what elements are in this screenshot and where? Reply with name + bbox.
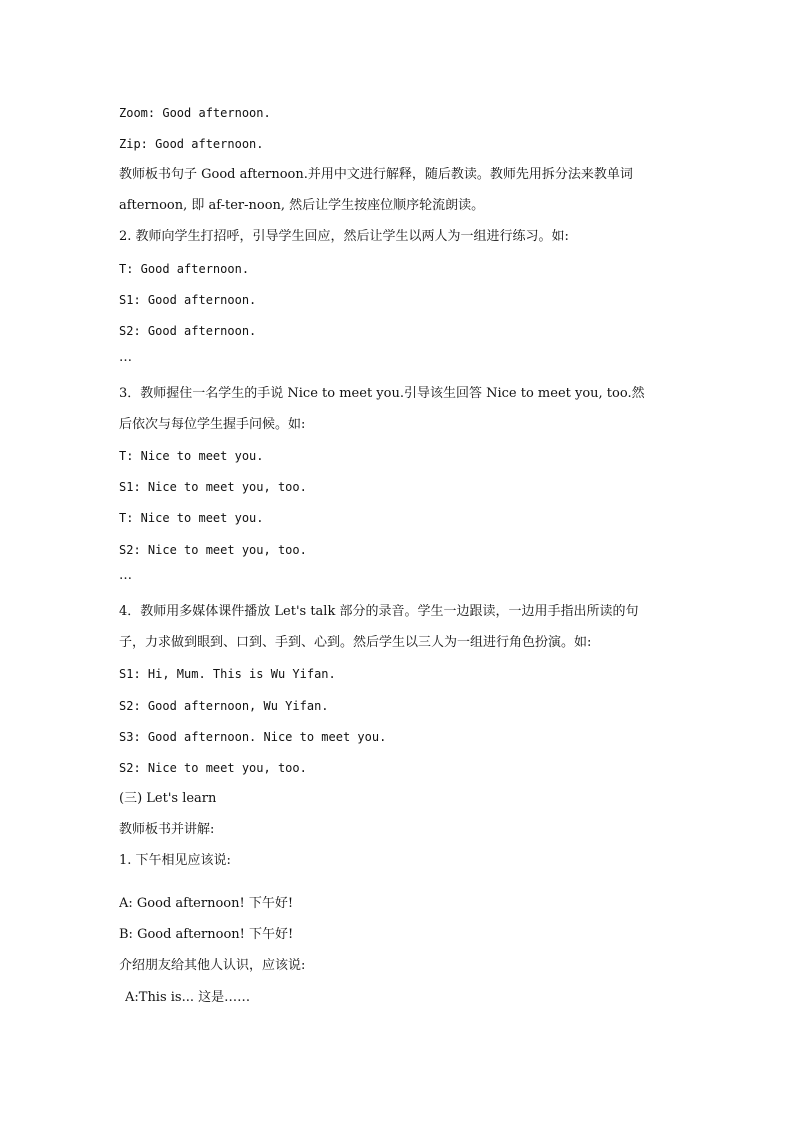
- step-2-heading: 2. 教师向学生打招呼，引导学生回应，然后让学生以两人为一组进行练习。如:: [119, 229, 569, 244]
- section-heading-lets-learn: (三) Let's learn: [119, 791, 217, 806]
- ellipsis: …: [119, 350, 132, 365]
- item-1-heading: 1. 下午相见应该说:: [119, 853, 231, 868]
- dialogue-line: S2: Nice to meet you, too.: [119, 761, 307, 775]
- paragraph-line: 后依次与每位学生握手问候。如:: [119, 417, 306, 432]
- dialogue-line: T: Nice to meet you.: [119, 511, 264, 525]
- dialogue-line: T: Good afternoon.: [119, 262, 250, 276]
- example-line: A:This is... 这是……: [125, 990, 251, 1005]
- dialogue-line: S2: Good afternoon.: [119, 324, 257, 338]
- dialogue-line: S1: Good afternoon.: [119, 293, 257, 307]
- paragraph-line: 子，力求做到眼到、口到、手到、心到。然后学生以三人为一组进行角色扮演。如:: [119, 635, 592, 650]
- paragraph-line: 介绍朋友给其他人认识，应该说:: [119, 958, 306, 973]
- step-4-heading: 4．教师用多媒体课件播放 Let's talk 部分的录音。学生一边跟读，一边用手指出所读的句: [119, 604, 639, 619]
- paragraph-line: 教师板书并讲解:: [119, 822, 215, 837]
- dialogue-line: S3: Good afternoon. Nice to meet you.: [119, 730, 387, 744]
- ellipsis: …: [119, 568, 132, 583]
- dialogue-line: T: Nice to meet you.: [119, 449, 264, 463]
- dialogue-line-zoom: Zoom: Good afternoon.: [119, 106, 271, 120]
- dialogue-line: S1: Nice to meet you, too.: [119, 480, 307, 494]
- step-3-heading: 3．教师握住一名学生的手说 Nice to meet you.引导该生回答 Nice to meet you, too.然: [119, 386, 645, 401]
- paragraph-line: afternoon, 即 af-ter-noon, 然后让学生按座位顺序轮流朗读。: [119, 198, 485, 213]
- dialogue-line: S2: Nice to meet you, too.: [119, 543, 307, 557]
- paragraph-line: 教师板书句子 Good afternoon.并用中文进行解释，随后教读。教师先用拆分法来教单词: [119, 167, 633, 182]
- example-line: B: Good afternoon! 下午好!: [119, 927, 294, 942]
- dialogue-line: S1: Hi, Mum. This is Wu Yifan.: [119, 667, 336, 681]
- dialogue-line-zip: Zip: Good afternoon.: [119, 137, 264, 151]
- dialogue-line: S2: Good afternoon, Wu Yifan.: [119, 699, 329, 713]
- example-line: A: Good afternoon! 下午好!: [119, 896, 294, 911]
